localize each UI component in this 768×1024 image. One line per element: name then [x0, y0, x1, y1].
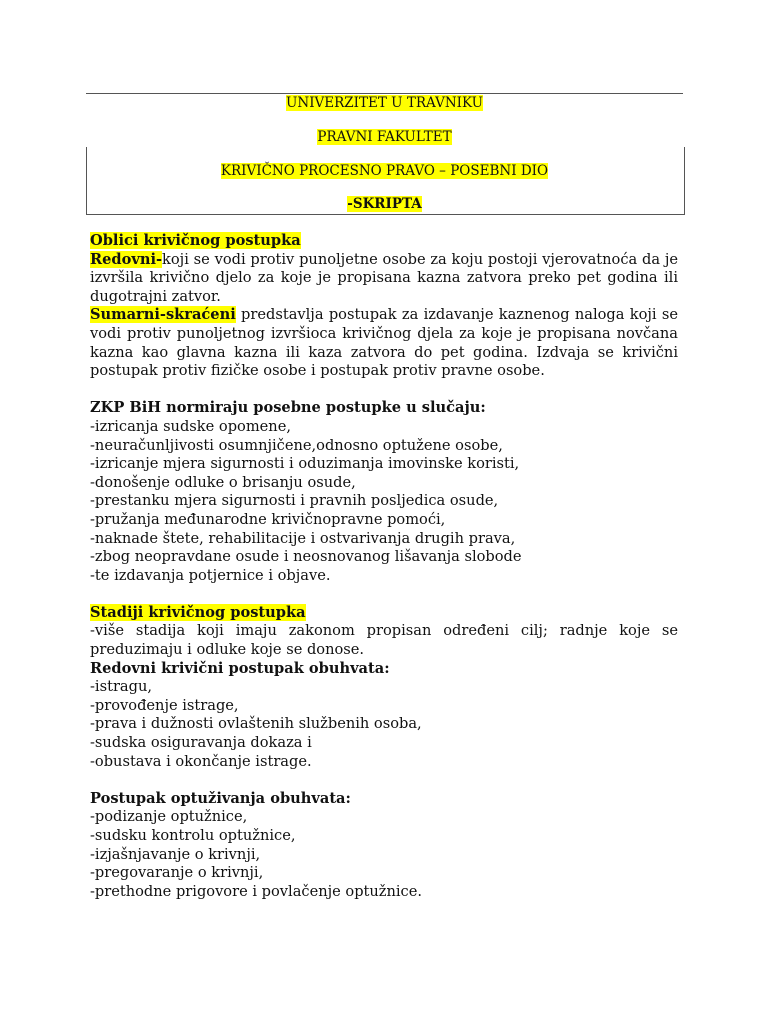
list-item: -pružanja međunarodne krivičnopravne pomoći,: [90, 510, 446, 528]
section-heading-oblici: Oblici krivičnog postupka: [90, 232, 301, 249]
list-item: -prethodne prigovore i povlačenje optužnice.: [90, 882, 423, 900]
header-faculty: PRAVNI FAKULTET: [317, 129, 452, 145]
list-item: -prestanku mjera sigurnosti i pravnih posljedica osude,: [90, 492, 499, 510]
term-redovni: Redovni-: [90, 250, 163, 268]
paragraph-redovni: Redovni-koji se vodi protiv punoljetne osobe za koju postoji vjerovatnoća da je izvršila krivično djelo za koje je propisana kazna zatvora preko pet godina ili dugotrajni zatvor.: [90, 250, 678, 305]
list-item: -izjašnjavanje o krivnji,: [90, 845, 261, 863]
list-item: -obustava i okončanje istrage.: [90, 752, 312, 770]
subheading-redovni-postupak: Redovni krivični postupak obuhvata:: [90, 659, 390, 677]
list-item: -sudska osiguravanja dokaza i: [90, 734, 312, 752]
list-item: -prava i dužnosti ovlaštenih službenih osoba,: [90, 715, 422, 733]
paragraph-stadiji-intro: -više stadija koji imaju zakonom propisan određeni cilj; radnje koje se preduzimaju i odluke koje se donose.: [90, 622, 678, 659]
list-item: -donošenje odluke o brisanju osude,: [90, 473, 356, 491]
list-item: -izricanja sudske opomene,: [90, 417, 291, 435]
term-sumarni: Sumarni-skraćeni: [90, 306, 236, 324]
top-rule: [86, 93, 683, 94]
list-item: -sudsku kontrolu optužnice,: [90, 827, 296, 844]
list-item: -zbog neopravdane osude i neosnovanog lišavanja slobode: [90, 548, 522, 566]
header-university: UNIVERZITET U TRAVNIKU: [286, 95, 483, 111]
list-item: -provođenje istrage,: [90, 696, 239, 714]
list-item: -neuračunljivosti osumnjičene,odnosno optužene osobe,: [90, 436, 503, 454]
list-item: -podizanje optužnice,: [90, 808, 248, 826]
list-item: -te izdavanja potjernice i objave.: [90, 566, 331, 584]
document-body: [90, 232, 678, 901]
header-doc-type: -SKRIPTA: [347, 196, 422, 212]
section-heading-optuzivanje: Postupak optuživanja obuhvata:: [90, 789, 351, 807]
list-item: -naknade štete, rehabilitacije i ostvarivanja drugih prava,: [90, 529, 516, 547]
section-heading-stadiji: Stadiji krivičnog postupka: [90, 603, 306, 621]
paragraph-sumarni: Sumarni-skraćeni predstavlja postupak za izdavanje kaznenog naloga koji se vodi protiv punoljetnog izvršioca krivičnog djela za koje je propisana novčana kazna kao glavna kazna ili kaza zatvora do pet godina. Izdvaja se krivični postupak protiv fizičke osobe i postupak protiv pravne osobe.: [90, 306, 678, 380]
list-item: -izricanje mjera sigurnosti i oduzimanja imovinske koristi,: [90, 455, 520, 473]
list-item: -istragu,: [90, 678, 153, 696]
list-item: -pregovaranje o krivnji,: [90, 864, 264, 882]
section-heading-zkp: ZKP BiH normiraju posebne postupke u slučaju:: [90, 399, 486, 417]
header-course: KRIVIČNO PROCESNO PRAVO – POSEBNI DIO: [220, 163, 549, 179]
